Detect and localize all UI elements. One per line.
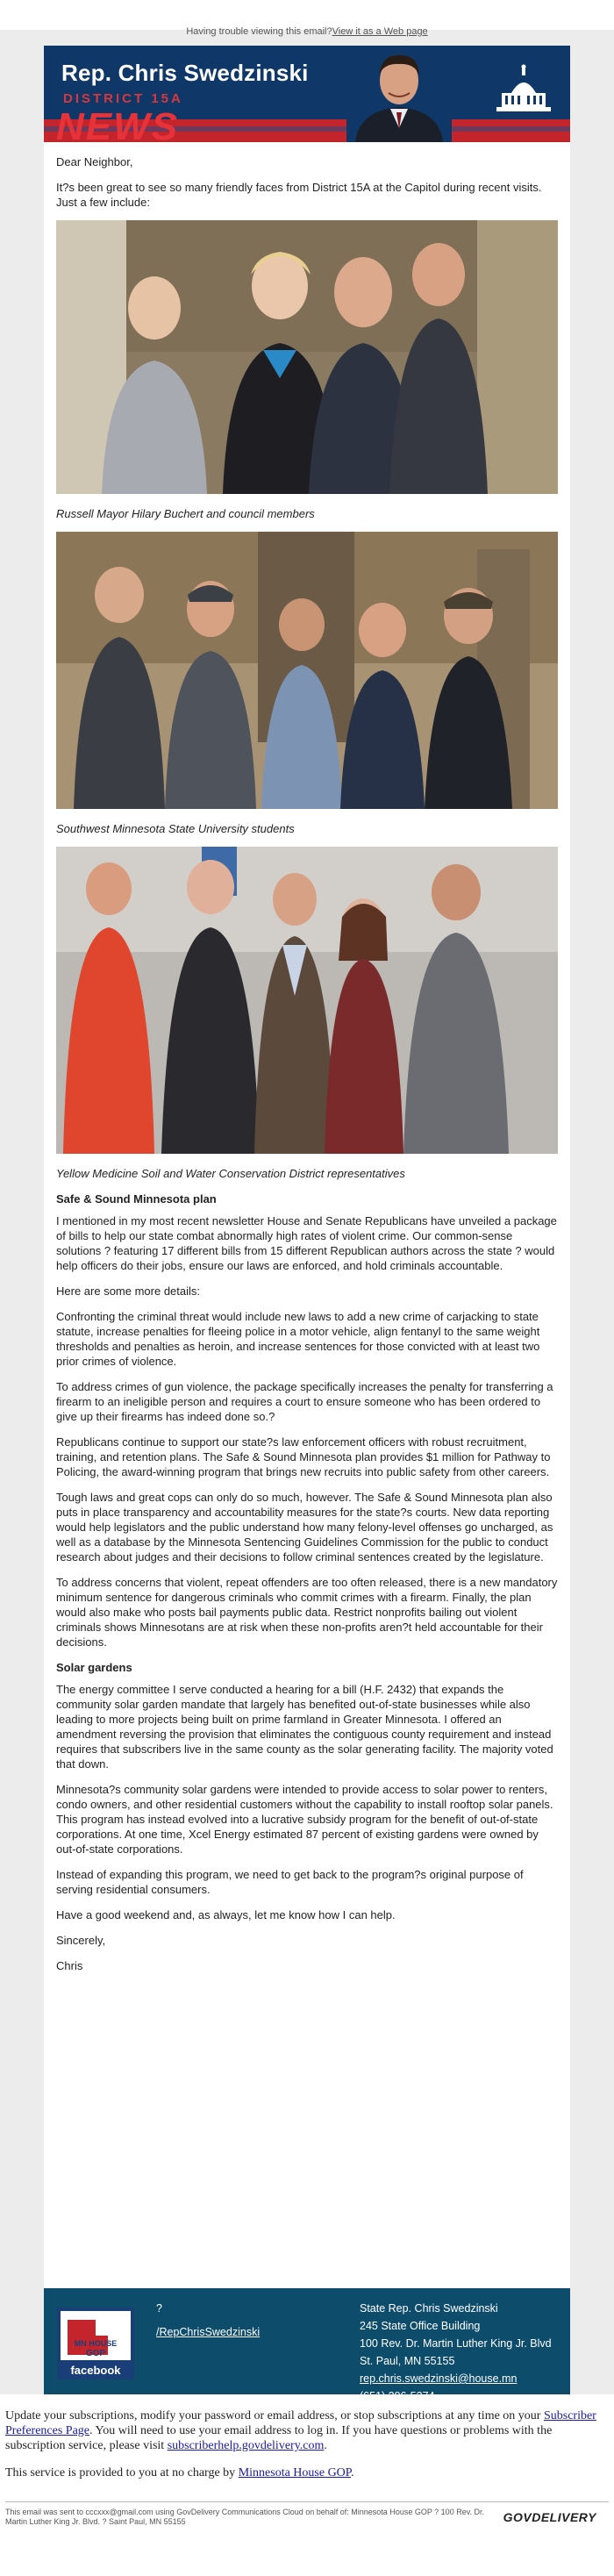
phone-number: (651) 296-5374 xyxy=(360,2390,435,2402)
address-line-4: St. Paul, MN 55155 xyxy=(360,2355,455,2367)
view-web-page-link[interactable]: View it as a Web page xyxy=(332,26,428,37)
icon-gop-text: GOP xyxy=(85,2349,106,2358)
signoff: Sincerely, xyxy=(56,1934,106,1947)
safe-paragraph-7: To address concerns that violent, repeat offenders are too often released, there is a new mandatory minimum sentence for dangerous criminals who commit crimes with a firearm. Finally, the plan would also make who posts bail payments public data. Restrict nonprofits bailing out violent criminals shows Minnesotans are at risk when these non-profits aren?t held accountable for their decisions. xyxy=(56,1576,558,1649)
safe-paragraph-1: I mentioned in my most recent newsletter House and Senate Republicans have unveiled a package of bills to help our state combat abnormally high rates of violent crime. Our common-sense solutions ? featuring 17 different bills from 15 different Republican authors across the state ? would help officers do their jobs, ensure our laws are enforced, and hold criminals accountable. xyxy=(56,1214,557,1272)
subscription-paragraph xyxy=(5,2408,609,2453)
capitol-icon xyxy=(491,63,556,116)
legal-text-2: . You will need to use your email address to log in. If you have questions or problems with the subscription service, please visit xyxy=(5,2424,553,2452)
safe-paragraph-2: Here are some more details: xyxy=(56,1284,201,1298)
rep-portrait xyxy=(346,46,452,142)
facebook-gop-icon[interactable] xyxy=(57,2308,134,2379)
top-notice xyxy=(0,0,614,37)
address-line-2: 245 State Office Building xyxy=(360,2320,481,2332)
legal-text-3: . xyxy=(324,2439,327,2452)
legal-text-4: This service is provided to you at no charge by xyxy=(5,2466,239,2479)
safe-paragraph-3: Confronting the criminal threat would include new laws to add a new crime of carjacking to state statute, increase penalties for fleeing police in a motor vehicle, align fentanyl to the same weight thresholds and penalties as heroin, and increase sentences for those convicted with at least two prior crimes of violence. xyxy=(56,1310,540,1368)
facebook-label: facebook xyxy=(70,2364,121,2377)
service-provider-paragraph xyxy=(5,2465,609,2480)
safe-paragraph-6: Tough laws and great cops can only do so much, however. The Safe & Sound Minnesota plan also puts in place transparency and accountability measures for the state?s courts. New data reporting would help legislators and the public understand how many felony-level offenses go uncharged, as well as a database by the Minnesota Sentencing Guidelines Commission for the public to conduct research about judges and their decisions to follow criminal sentences created by the legislature. xyxy=(56,1491,553,1563)
solar-paragraph-3: Instead of expanding this program, we need to get back to the program?s original purpose of serving residential consumers. xyxy=(56,1868,524,1896)
solar-paragraph-2: Minnesota?s community solar gardens were intended to provide access to solar power to renters, condo owners, and other residential customers without the capability to install rooftop solar panels. This program has instead evolved into a lucrative subsidy program for the benefit of out-of-state corporations. At one time, Xcel Energy estimated 87 percent of existing gardens were owned by out-of-state corporations. xyxy=(56,1783,553,1856)
intro-paragraph: It?s been great to see so many friendly faces from District 15A at the Capitol during recent visits. Just a few include: xyxy=(56,181,542,209)
legal-text-5: . xyxy=(351,2466,354,2479)
banner-rep-name: Rep. Chris Swedzinski xyxy=(61,60,309,86)
subscriber-help-link[interactable]: subscriberhelp.govdelivery.com xyxy=(167,2439,325,2452)
newsletter-banner xyxy=(44,46,570,142)
photo-smsu-students xyxy=(56,532,558,809)
photo-caption-1: Russell Mayor Hilary Buchert and council members xyxy=(56,507,315,520)
email-card xyxy=(44,46,570,2402)
greeting: Dear Neighbor, xyxy=(56,155,133,168)
contact-footer xyxy=(44,2288,570,2402)
email-background xyxy=(0,30,614,2402)
banner-district: DISTRICT 15A xyxy=(63,91,183,106)
subscription-legal xyxy=(0,2394,614,2480)
signature: Chris xyxy=(56,1959,83,1972)
safe-sound-heading: Safe & Sound Minnesota plan xyxy=(56,1192,217,1206)
email-link[interactable]: rep.chris.swedzinski@house.mn xyxy=(360,2372,518,2385)
photo-caption-2: Southwest Minnesota State University students xyxy=(56,822,295,835)
fineprint xyxy=(0,2502,596,2527)
icon-mn-house-text: MN HOUSE xyxy=(74,2339,118,2348)
safe-paragraph-4: To address crimes of gun violence, the package specifically increases the penalty for transferring a firearm to an ineligible person and requires a court to ensure someone who has been ordered to give up their firearms has indeed done so.? xyxy=(56,1380,553,1423)
banner-news-word: NEWS xyxy=(56,105,179,142)
office-address xyxy=(360,2301,552,2406)
legal-text-1: Update your subscriptions, modify your password or email address, or stop subscriptions at any time on your xyxy=(5,2409,544,2422)
photo-yellow-medicine-swcd xyxy=(56,847,558,1154)
address-line-3: 100 Rev. Dr. Martin Luther King Jr. Blvd xyxy=(360,2337,552,2350)
newsletter-body xyxy=(44,142,570,1973)
footer-question-mark: ? xyxy=(156,2302,162,2315)
address-line-1: State Rep. Chris Swedzinski xyxy=(360,2302,498,2315)
top-notice-text: Having trouble viewing this email? xyxy=(186,26,332,37)
photo-caption-3: Yellow Medicine Soil and Water Conservation District representatives xyxy=(56,1167,405,1180)
govdelivery-logo[interactable]: GOVDELIVERY xyxy=(503,2510,596,2524)
solar-paragraph-1: The energy committee I serve conducted a hearing for a bill (H.F. 2432) that expands the community solar garden mandate that largely has benefited out-of-state businesses while also leading to more projects being built on prime farmland in Greater Minnesota. I offered an amendment reversing the provision that eliminates the contiguous county requirement and instead requires that subscribers live in the same county as the solar generating facility. The majority voted that down. xyxy=(56,1683,553,1771)
fineprint-text: This email was sent to cccxxx@gmail.com using GovDelivery Communications Cloud on behalf of: Minnesota House GOP ? 100 Rev. Dr. Martin Luther King Jr. Blvd. ? Saint Paul, MN 55155 xyxy=(5,2508,485,2526)
safe-paragraph-5: Republicans continue to support our state?s law enforcement officers with robust recruitment, training, and retention plans. The Safe & Sound Minnesota plan provides $1 million for Pathway to Policing, the award-winning program that brings new recruits into public safety from other careers. xyxy=(56,1435,551,1478)
subscriber-preferences-link[interactable]: Subscriber Preferences Page xyxy=(5,2409,596,2437)
solar-paragraph-4: Have a good weekend and, as always, let me know how I can help. xyxy=(56,1908,396,1921)
photo-russell-council xyxy=(56,220,558,494)
facebook-handle-link[interactable]: /RepChrisSwedzinski xyxy=(156,2326,261,2338)
solar-heading: Solar gardens xyxy=(56,1661,132,1674)
mn-house-gop-link[interactable]: Minnesota House GOP xyxy=(238,2466,352,2479)
